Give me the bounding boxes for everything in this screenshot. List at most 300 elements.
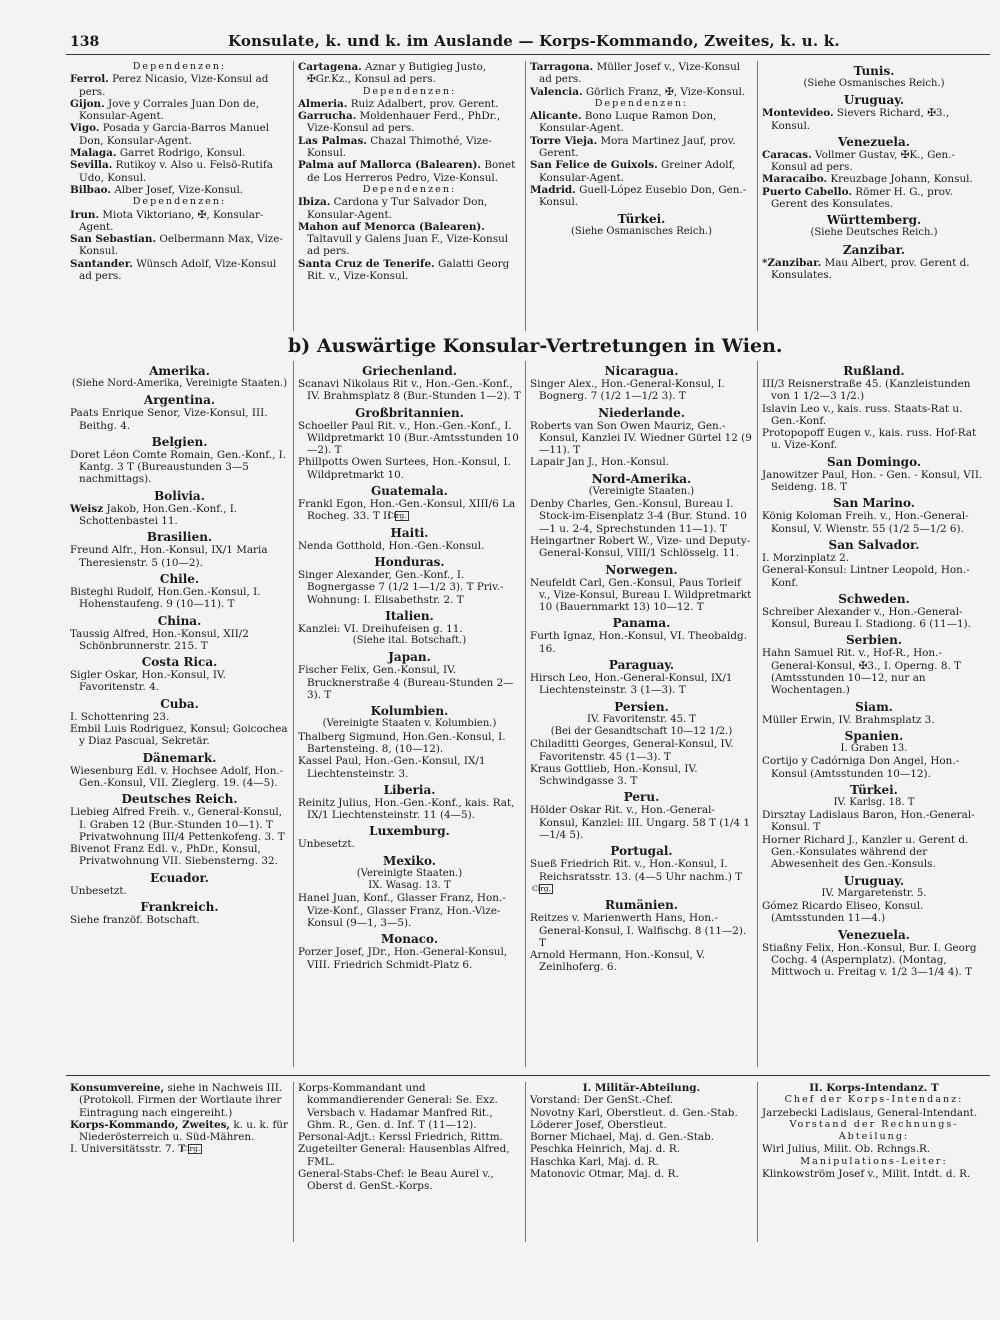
entry-text: Furth Ignaz, Hon.-Konsul, VI. Theobaldg. 16. <box>530 630 747 655</box>
entry-text: Ruiz Adalbert, prov. Gerent. <box>347 97 499 110</box>
section-c-col-2 <box>294 1082 526 1242</box>
entry-place: Alicante. <box>530 110 582 123</box>
entry-text: Chazal Thimothé, Vize-Konsul. <box>307 134 492 160</box>
entry-text: Paraguay. <box>608 658 675 673</box>
country-heading <box>530 616 753 630</box>
entry-text: Vorstand: Der GenSt.-Chef. <box>530 1094 674 1107</box>
directory-entry <box>70 586 289 611</box>
entry-text: Personal-Adjt.: Kerssl Friedrich, Rittm. <box>298 1131 503 1144</box>
note <box>298 880 521 892</box>
entry-text: Panama. <box>612 616 671 631</box>
entry-text: Moldenhauer Ferd., PhDr., Vize-Konsul ad pers. <box>307 110 501 135</box>
directory-entry <box>298 1131 521 1143</box>
entry-text: Portugal. <box>610 844 673 859</box>
country-heading <box>762 592 986 606</box>
directory-entry <box>70 159 289 184</box>
entry-text: (Bei der Gesandtschaft 10—12 1/2.) <box>550 725 733 737</box>
entry-text: Venezuela. <box>838 927 910 942</box>
entry-text: Perez Nicasio, Vize-Konsul ad pers. <box>79 73 269 98</box>
entry-text: General-Stabs-Chef: le Beau Aurel v., Oberst d. GenSt.-Korps. <box>298 1168 494 1193</box>
entry-text: Japan. <box>388 650 431 665</box>
note <box>298 635 521 647</box>
directory-entry <box>298 110 521 135</box>
country-heading <box>70 435 289 449</box>
entry-place: Malaga. <box>70 147 117 160</box>
entry-text: Hirsch Leo, Hon.-General-Konsul, IX/1 Liechtensteinstr. 3 (1—3). T <box>530 672 733 697</box>
entry-text: Garret Rodrigo, Konsul. <box>116 147 246 160</box>
entry-text: Rumänien. <box>605 898 678 913</box>
directory-entry <box>762 173 986 185</box>
directory-entry <box>530 804 753 841</box>
entry-text: Württemberg. <box>826 213 922 228</box>
country-heading <box>762 538 986 552</box>
entry-place: Gijon. <box>70 97 105 110</box>
directory-entry <box>298 946 521 971</box>
directory-entry <box>762 900 986 925</box>
directory-entry <box>298 498 521 523</box>
directory-entry <box>762 755 986 780</box>
entry-text: Scanavi Nikolaus Rit v., Hon.-Gen.-Konf., IV. Brahmsplatz 8 (Bur.-Stunden 1—2). T <box>298 378 521 403</box>
entry-text: Griechenland. <box>362 364 457 378</box>
entry-place: Weisz <box>70 502 104 515</box>
directory-entry <box>530 135 753 160</box>
directory-entry <box>530 456 753 468</box>
directory-entry <box>530 1107 753 1119</box>
entry-text: Sigler Oskar, Hon.-Konsul, IV. Favoritenstr. 4. <box>70 669 226 694</box>
entry-text: Niederlande. <box>598 405 685 420</box>
directory-entry <box>298 258 521 283</box>
entry-text: Mau Albert, prov. Gerent d. Konsulates. <box>771 256 970 281</box>
directory-entry <box>298 755 521 780</box>
directory-entry <box>70 1082 289 1119</box>
country-heading <box>530 406 753 420</box>
entry-text: Dänemark. <box>142 750 217 765</box>
directory-entry <box>762 564 986 589</box>
entry-text: (Siehe Nord-Amerika, Vereinigte Staaten.) <box>71 378 288 389</box>
entry-text: San Salvador. <box>828 537 920 552</box>
entry-text: Uruguay. <box>843 93 905 108</box>
page-header <box>66 34 990 55</box>
entry-text: Manipulations-Leiter: <box>800 1155 948 1167</box>
entry-text: Chiladitti Georges, General-Konsul, IV. Favoritenstr. 45 (1—3). T <box>530 738 734 763</box>
section-b-col-2 <box>294 361 526 1067</box>
country-heading <box>762 783 986 797</box>
directory-entry <box>70 1119 289 1144</box>
note <box>530 486 753 498</box>
entry-text: Mora Martinez Jauf, prov. Gerent. <box>539 134 736 160</box>
entry-text: Miota Viktoriano, ✠, Konsular-Agent. <box>79 208 264 233</box>
entry-text: Kraus Gottlieb, Hon.-Konsul, IV. Schwindgasse 3. T <box>530 762 698 788</box>
directory-entry <box>762 552 986 564</box>
directory-entry <box>762 1143 986 1155</box>
entry-text: Vollmer Gustav, ✠K., Gen.-Konsul ad pers. <box>771 148 956 174</box>
entry-text: Görlich Franz, ✠, Vize-Konsul. <box>582 85 746 98</box>
directory-entry <box>530 912 753 949</box>
country-heading <box>70 871 289 885</box>
section-heading <box>530 1082 753 1094</box>
directory-entry <box>298 623 521 635</box>
directory-entry <box>70 184 289 196</box>
entry-text: (Siehe Osmanisches Reich.) <box>803 78 945 89</box>
entry-place: Santa Cruz de Tenerife. <box>298 257 435 270</box>
entry-text: Phillpotts Owen Surtees, Hon.-Konsul, I. Wildpretmarkt 10. <box>298 456 511 481</box>
directory-entry <box>298 664 521 701</box>
country-heading <box>762 729 986 743</box>
entry-text: I. Graben 13. <box>840 742 908 754</box>
directory-entry <box>70 209 289 234</box>
entry-text: Cardona y Tur Salvador Don, Konsular-Agent. <box>307 196 488 221</box>
entry-text: Argentina. <box>143 393 216 408</box>
directory-entry <box>70 723 289 748</box>
subheading <box>70 196 289 208</box>
directory-entry <box>530 498 753 535</box>
entry-text: Frankl Egon, Hon.-Gen.-Konsul, XIII/6 La Rocheg. 33. T II <box>298 498 516 523</box>
entry-text: Tunis. <box>853 64 895 78</box>
directory-entry <box>70 407 289 432</box>
note <box>762 227 986 239</box>
section-a-col-2 <box>294 61 526 331</box>
entry-place: Madrid. <box>530 183 576 196</box>
country-heading <box>298 650 521 664</box>
entry-text: Taussig Alfred, Hon.-Konsul, XII/2 Schönbrunnerstr. 215. T <box>70 627 249 652</box>
entry-place: Montevideo. <box>762 107 834 120</box>
entry-place: Ferrol. <box>70 73 109 86</box>
entry-text: (Siehe ital. Botschaft.) <box>352 635 467 647</box>
directory-entry <box>70 544 289 569</box>
entry-text: Doret Léon Comte Romain, Gen.-Konf., I. Kantg. 3 T (Bureaustunden 3—5 nachmittags). <box>70 448 287 486</box>
note <box>298 718 521 730</box>
entry-text: Guatemala. <box>371 484 448 499</box>
entry-text: Klinkowström Josef v., Milit. Intdt. d. R. <box>762 1168 971 1181</box>
section-c-col-1 <box>66 1082 294 1242</box>
entry-text: Costa Rica. <box>141 655 218 670</box>
directory-entry <box>70 147 289 159</box>
section-c <box>66 1075 990 1242</box>
entry-place: Maracaibo. <box>762 173 828 186</box>
entry-text: Wirl Julius, Milit. Ob. Rchngs.R. <box>762 1143 931 1156</box>
entry-text: Löderer Josef, Oberstleut. <box>530 1118 667 1131</box>
country-heading <box>530 472 753 486</box>
directory-entry <box>762 809 986 834</box>
directory-entry <box>762 469 986 494</box>
section-c-col-4 <box>758 1082 990 1242</box>
entry-text: Horner Richard J., Kanzler u. Gerent d. Gen.-Konsulates während der Abwesenheit des Gen.-Konsuls. <box>762 833 969 871</box>
directory-entry <box>530 1143 753 1155</box>
entry-text: IV. Margaretenstr. 5. <box>821 887 927 899</box>
note <box>530 726 753 738</box>
country-heading <box>530 700 753 714</box>
country-heading <box>70 572 289 586</box>
directory-entry <box>530 110 753 135</box>
country-heading <box>70 489 289 503</box>
directory-entry <box>298 135 521 160</box>
entry-place: Vigo. <box>70 122 100 135</box>
entry-text: Fischer Felix, Gen.-Konsul, IV. Brucknerstraße 4 (Bureau-Stunden 2—3). T <box>298 664 514 702</box>
entry-text: Luxemburg. <box>369 824 450 839</box>
entry-text: Türkei. <box>850 782 898 797</box>
entry-text: Chef der Korps-Intendanz: <box>784 1094 964 1106</box>
subheading <box>530 98 753 110</box>
section-a <box>66 61 990 331</box>
entry-text: Heingartner Robert W., Vize- und Deputy-General-Konsul, VIII/1 Schlösselg. 11. <box>530 534 751 560</box>
entry-text: Singer Alexander, Gen.-Konf., I. Bognergasse 7 (1/2 1—1/2 3). T Priv.-Wohnung: I. Elisabethstr. 2. T <box>298 568 504 606</box>
directory-entry <box>762 510 986 535</box>
country-heading <box>762 243 986 257</box>
entry-place: Valencia. <box>530 85 583 98</box>
directory-entry <box>298 797 521 822</box>
telephone-badge: Clrg. <box>181 1144 201 1154</box>
entry-text: Rußland. <box>843 364 905 378</box>
entry-place: Korps-Kommando, Zweites, <box>70 1118 231 1131</box>
entry-text: Frankreich. <box>140 900 219 915</box>
page-number: 138 <box>70 34 100 50</box>
directory-entry <box>70 503 289 528</box>
entry-text: Gómez Ricardo Eliseo, Konsul. (Amtsstunden 11—4.) <box>762 899 924 925</box>
entry-text: Schoeller Paul Rit. v., Hon.-Gen.-Konf., I. Wildpretmarkt 10 (Bur.-Amtsstunden 10—2). T <box>298 419 519 457</box>
directory-entry <box>762 257 986 282</box>
entry-text: (Vereinigte Staaten.) <box>588 485 695 497</box>
country-heading <box>530 844 753 858</box>
entry-text: China. <box>157 613 202 628</box>
entry-place: Mahon auf Menorca (Balearen). <box>298 220 485 233</box>
subheading <box>70 61 289 73</box>
entry-text: Dependenzen: <box>132 196 227 208</box>
entry-text: Stiaßny Felix, Hon.-Konsul, Bur. I. Georg Cochg. 4 (Aspernplatz). (Montag, Mittwoch u. Freitag v. 1/2 3—1/4 4). T <box>762 941 977 979</box>
entry-text: Bono Luque Ramon Don, Konsular-Agent. <box>539 110 717 135</box>
directory-entry <box>762 1107 986 1119</box>
entry-text: Haiti. <box>390 525 429 540</box>
directory-entry <box>298 731 521 756</box>
directory-entry <box>762 378 986 403</box>
entry-text: Persien. <box>614 699 669 714</box>
directory-entry <box>70 765 289 790</box>
directory-entry <box>530 738 753 763</box>
directory-entry <box>762 942 986 979</box>
entry-text: I. Morzinplatz 2. <box>762 551 850 564</box>
entry-text: Islavin Leo v., kais. russ. Staats-Rat u. Gen.-Konf. <box>762 402 963 427</box>
entry-place: Cartagena. <box>298 61 362 73</box>
country-heading <box>298 526 521 540</box>
entry-text: Uruguay. <box>843 873 905 888</box>
entry-place: Konsumvereine, <box>70 1082 165 1094</box>
note <box>762 743 986 755</box>
directory-entry <box>298 1143 521 1168</box>
country-heading <box>298 555 521 569</box>
entry-text: Müller Josef v., Vize-Konsul ad pers. <box>539 61 741 86</box>
directory-entry <box>762 606 986 631</box>
directory-entry <box>70 258 289 283</box>
entry-text: Honduras. <box>374 554 445 569</box>
directory-entry <box>762 834 986 871</box>
directory-entry <box>530 184 753 209</box>
entry-text: Müller Erwin, IV. Brahmsplatz 3. <box>762 713 935 726</box>
entry-text: Hanel Juan, Konf., Glasser Franz, Hon.-Vize-Konf., Glasser Franz, Hon.-Vize-Konsul (9—1, 3—5). <box>298 892 506 929</box>
directory-entry <box>762 107 986 132</box>
country-heading <box>298 406 521 420</box>
country-heading <box>70 900 289 914</box>
subheading <box>298 86 521 98</box>
page <box>66 34 990 1314</box>
entry-text: Borner Michael, Maj. d. Gen.-Stab. <box>530 1131 715 1144</box>
note <box>762 78 986 90</box>
entry-text: Römer H. G., prov. Gerent des Konsulates. <box>771 185 953 211</box>
entry-text: Kolumbien. <box>370 704 449 719</box>
country-heading <box>70 614 289 628</box>
telephone-badge: Clrg. <box>532 883 551 893</box>
section-b-title: b) Auswärtige Konsular-Vertretungen in Wien. <box>288 334 783 357</box>
entry-place: San Sebastian. <box>70 233 157 246</box>
entry-text: Oelbermann Max, Vize-Konsul. <box>79 233 283 258</box>
entry-text: Dependenzen: <box>132 61 227 72</box>
directory-entry <box>70 914 289 926</box>
directory-entry <box>298 540 521 552</box>
entry-text: Amerika. <box>149 364 210 378</box>
entry-text: Galatti Georg Rit. v., Vize-Konsul. <box>307 257 510 283</box>
entry-text: Sievers Richard, ✠3., Konsul. <box>771 107 950 132</box>
entry-text: König Koloman Freih. v., Hon.-General-Konsul, V. Wienstr. 55 (1/2 5—1/2 6). <box>762 510 969 535</box>
entry-text: Schreiber Alexander v., Hon.-General-Konsul, Bureau I. Stadiong. 6 (11—1). <box>762 605 971 631</box>
directory-entry <box>70 98 289 123</box>
directory-entry <box>762 149 986 174</box>
directory-entry <box>70 669 289 694</box>
entry-text: San Domingo. <box>826 454 922 469</box>
entry-text: General-Konsul: Lintner Leopold, Hon.-Konf. <box>762 564 970 589</box>
note <box>530 714 753 726</box>
section-heading <box>762 1082 986 1094</box>
entry-text: Unbesetzt. <box>70 884 127 897</box>
entry-text: Wiesenburg Edl. v. Hochsee Adolf, Hon.-Gen.-Konsul, VII. Zieglerg. 19. (4—5). <box>70 764 284 789</box>
note <box>762 888 986 900</box>
entry-text: Bonet de Los Herreros Pedro, Vize-Konsul. <box>307 159 516 184</box>
note <box>298 868 521 880</box>
directory-entry <box>298 838 521 850</box>
directory-entry <box>70 233 289 258</box>
country-heading <box>530 790 753 804</box>
directory-entry <box>298 892 521 929</box>
entry-text: Thalberg Sigmund, Hon.Gen.-Konsul, I. Bartensteing. 8, (10—12). <box>298 730 506 755</box>
entry-text: Italien. <box>385 608 434 623</box>
entry-text: Janowitzer Paul, Hon. - Gen. - Konsul, VII. Seideng. 18. T <box>762 468 983 494</box>
section-b-col-3 <box>526 361 758 1067</box>
country-heading <box>298 484 521 498</box>
country-heading <box>762 633 986 647</box>
directory-entry <box>530 630 753 655</box>
entry-text: IV. Karlsg. 18. T <box>833 796 915 808</box>
entry-text: Bisteghi Rudolf, Hon.Gen.-Konsul, I. Hohenstaufeng. 9 (10—11). T <box>70 585 261 611</box>
country-heading <box>762 93 986 107</box>
entry-text: Dirsztay Ladislaus Baron, Hon.-General-Konsul. T <box>762 809 975 834</box>
entry-text: Nenda Gotthold, Hon.-Gen.-Konsul. <box>298 539 485 552</box>
entry-text: San Marino. <box>833 496 915 511</box>
entry-text: Jakob, Hon.Gen.-Konf., I. Schottenbastei 11. <box>79 502 238 528</box>
entry-text: I. Militär-Abteilung. <box>582 1082 701 1094</box>
entry-text: Alber Josef, Vize-Konsul. <box>111 183 244 196</box>
directory-entry <box>530 1119 753 1131</box>
directory-entry <box>530 61 753 86</box>
entry-text: Hölder Oskar Rit. v., Hon.-General-Konsul, Kanzlei: III. Ungarg. 58 T (1/4 1—1/4 5). <box>530 804 750 842</box>
directory-entry <box>762 186 986 211</box>
running-header: Konsulate, k. und k. im Auslande — Korps-Kommando, Zweites, k. u. k. <box>228 32 840 50</box>
entry-text: Kassel Paul, Hon.-Gen.-Konsul, IX/1 Liechtensteinstr. 3. <box>298 755 486 780</box>
country-heading <box>762 213 986 227</box>
entry-text: (Siehe Osmanisches Reich.) <box>571 225 712 237</box>
entry-text: Serbien. <box>845 633 903 648</box>
directory-entry <box>298 61 521 86</box>
country-heading <box>70 697 289 711</box>
entry-text: (Vereinigte Staaten.) <box>356 867 463 879</box>
entry-text: Reinitz Julius, Hon.-Gen.-Konf., kais. Rat, IX/1 Liechtensteinstr. 11 (4—5). <box>298 796 515 822</box>
directory-entry <box>530 86 753 98</box>
entry-text: Schweden. <box>838 591 910 606</box>
entry-place: Ibiza. <box>298 196 331 209</box>
directory-entry <box>298 569 521 606</box>
country-heading <box>298 609 521 623</box>
entry-place: Irun. <box>70 208 100 221</box>
directory-entry <box>762 647 986 696</box>
entry-place: Garrucha. <box>298 110 357 123</box>
directory-entry <box>530 535 753 560</box>
entry-text: Ecuador. <box>150 870 209 885</box>
entry-text: Kreuzbage Johann, Konsul. <box>827 173 973 186</box>
directory-entry <box>70 885 289 897</box>
entry-text: Spanien. <box>844 728 904 743</box>
country-heading <box>762 928 986 942</box>
country-heading <box>298 704 521 718</box>
entry-text: Bivenot Franz Edl. v., PhDr., Konsul, Privatwohnung VII. Siebensterng. 32. <box>70 843 278 868</box>
entry-text: II. Korps-Intendanz. T <box>809 1082 939 1094</box>
directory-entry <box>530 858 753 895</box>
directory-entry <box>762 714 986 726</box>
entry-text: Peru. <box>623 790 660 805</box>
country-heading <box>70 393 289 407</box>
directory-entry <box>762 403 986 428</box>
section-b-col-4 <box>758 361 990 1067</box>
entry-place: Puerto Cabello. <box>762 185 852 198</box>
country-heading <box>530 563 753 577</box>
subheading <box>298 184 521 196</box>
entry-text: Monaco. <box>380 932 439 947</box>
directory-entry <box>298 420 521 457</box>
directory-entry <box>298 221 521 258</box>
entry-text: Taltavull y Galens Juan F., Vize-Konsul ad pers. <box>307 233 509 258</box>
directory-entry <box>762 1168 986 1180</box>
country-heading <box>298 932 521 946</box>
directory-entry <box>530 1094 753 1106</box>
entry-text: Zugeteilter General: Hausenblas Alfred, FML. <box>298 1143 510 1168</box>
entry-place: Palma auf Mallorca (Balearen). <box>298 159 482 172</box>
entry-text: Norwegen. <box>605 562 678 577</box>
directory-entry <box>70 843 289 868</box>
country-heading <box>70 655 289 669</box>
country-heading <box>762 64 986 78</box>
entry-place: Sevilla. <box>70 159 113 172</box>
entry-place: San Felice de Guixols. <box>530 159 658 172</box>
entry-text: Kanzlei: VI. Dreihufeisen g. 11. <box>298 622 463 635</box>
entry-text: Wünsch Adolf, Vize-Konsul ad pers. <box>79 257 277 283</box>
directory-entry <box>530 949 753 974</box>
entry-text: Nicaragua. <box>604 364 679 378</box>
directory-entry <box>70 806 289 843</box>
entry-text: I. Schottenring 23. <box>70 710 170 723</box>
entry-text: Brasilien. <box>146 530 213 545</box>
entry-text: Chile. <box>159 571 200 586</box>
entry-text: Cortijo y Cadórniga Don Angel, Hon.-Konsul (Amtsstunden 10—12). <box>762 755 960 780</box>
entry-place: Santander. <box>70 257 133 270</box>
entry-text: Dependenzen: <box>594 97 689 109</box>
entry-text: Liberia. <box>383 782 436 797</box>
country-heading <box>762 496 986 510</box>
subheading <box>762 1156 986 1168</box>
